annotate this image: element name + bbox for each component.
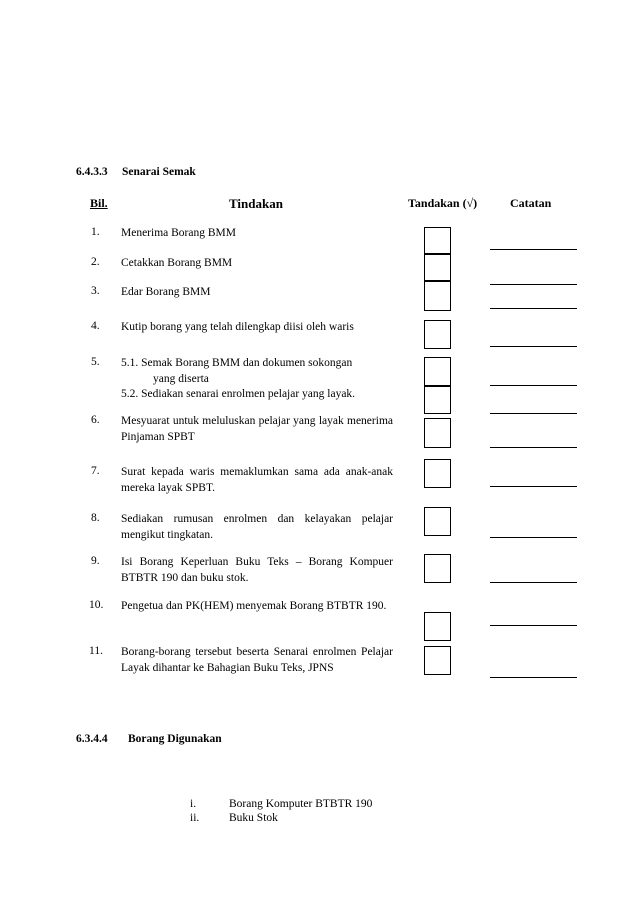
row-number: 3. [91, 285, 100, 297]
list-item: Borang Komputer BTBTR 190 [229, 798, 373, 810]
row-number: 9. [91, 555, 100, 567]
catatan-line[interactable] [490, 308, 577, 309]
catatan-line[interactable] [490, 447, 577, 448]
tick-box[interactable] [424, 459, 451, 488]
tick-box[interactable] [424, 227, 451, 254]
row-action: Cetakkan Borang BMM [121, 257, 233, 269]
tick-box[interactable] [424, 554, 451, 583]
catatan-line[interactable] [490, 413, 577, 414]
tick-box[interactable] [424, 418, 451, 448]
catatan-line[interactable] [490, 486, 577, 487]
catatan-line[interactable] [490, 346, 577, 347]
header-catatan: Catatan [510, 196, 552, 210]
list-item: Buku Stok [229, 812, 278, 824]
list-marker: ii. [190, 812, 200, 824]
catatan-line[interactable] [490, 284, 577, 285]
row-number: 8. [91, 512, 100, 524]
header-tandakan: Tandakan (√) [408, 196, 478, 210]
row-action: Menerima Borang BMM [121, 227, 236, 239]
tick-box[interactable] [424, 320, 451, 349]
catatan-line[interactable] [490, 677, 577, 678]
row-action: Sediakan rumusan enrolmen dan kelayakan pelajar mengikut tingkatan. [121, 513, 393, 541]
row-action-line: yang diserta [153, 372, 209, 385]
header-tindakan: Tindakan [229, 196, 283, 211]
row-action: Isi Borang Keperluan Buku Teks – Borang Kompuer BTBTR 190 dan buku stok. [121, 556, 393, 584]
header-bil: Bil. [90, 196, 108, 210]
catatan-line[interactable] [490, 625, 577, 626]
row-number: 4. [91, 320, 100, 332]
row-number: 5. [91, 356, 100, 368]
row-action: Pengetua dan PK(HEM) menyemak Borang BTBTR 190. [121, 600, 387, 612]
tick-box[interactable] [424, 254, 451, 281]
catatan-line[interactable] [490, 385, 577, 386]
tick-box[interactable] [424, 612, 451, 641]
tick-box[interactable] [424, 386, 451, 414]
row-action: Surat kepada waris memaklumkan sama ada anak-anak mereka layak SPBT. [121, 466, 393, 494]
section2-number: 6.3.4.4 [76, 733, 108, 745]
row-number: 6. [91, 414, 100, 426]
row-action-line: 5.2. Sediakan senarai enrolmen pelajar yang layak. [121, 388, 356, 400]
section-title: Senarai Semak [122, 166, 196, 178]
tick-box[interactable] [424, 281, 451, 311]
row-action: Kutip borang yang telah dilengkap diisi oleh waris [121, 321, 354, 333]
row-number: 2. [91, 256, 100, 268]
section-number: 6.4.3.3 [76, 166, 108, 178]
row-number: 7. [91, 465, 100, 477]
row-number: 1. [91, 226, 100, 238]
tick-box[interactable] [424, 646, 451, 675]
catatan-line[interactable] [490, 537, 577, 538]
catatan-line[interactable] [490, 582, 577, 583]
catatan-line[interactable] [490, 249, 577, 250]
section2-title: Borang Digunakan [128, 733, 222, 745]
list-marker: i. [190, 798, 197, 810]
tick-box[interactable] [424, 507, 451, 536]
row-number: 10. [89, 599, 104, 611]
row-action [121, 356, 393, 403]
row-action: Edar Borang BMM [121, 286, 211, 298]
tick-box[interactable] [424, 357, 451, 386]
row-number: 11. [89, 645, 103, 657]
row-action-line: 5.1. Semak Borang BMM dan dokumen sokongan [121, 357, 353, 369]
row-action: Mesyuarat untuk meluluskan pelajar yang layak menerima Pinjaman SPBT [121, 415, 393, 443]
row-action: Borang-borang tersebut beserta Senarai enrolmen Pelajar Layak dihantar ke Bahagian Buku Teks, JPNS [121, 646, 393, 674]
